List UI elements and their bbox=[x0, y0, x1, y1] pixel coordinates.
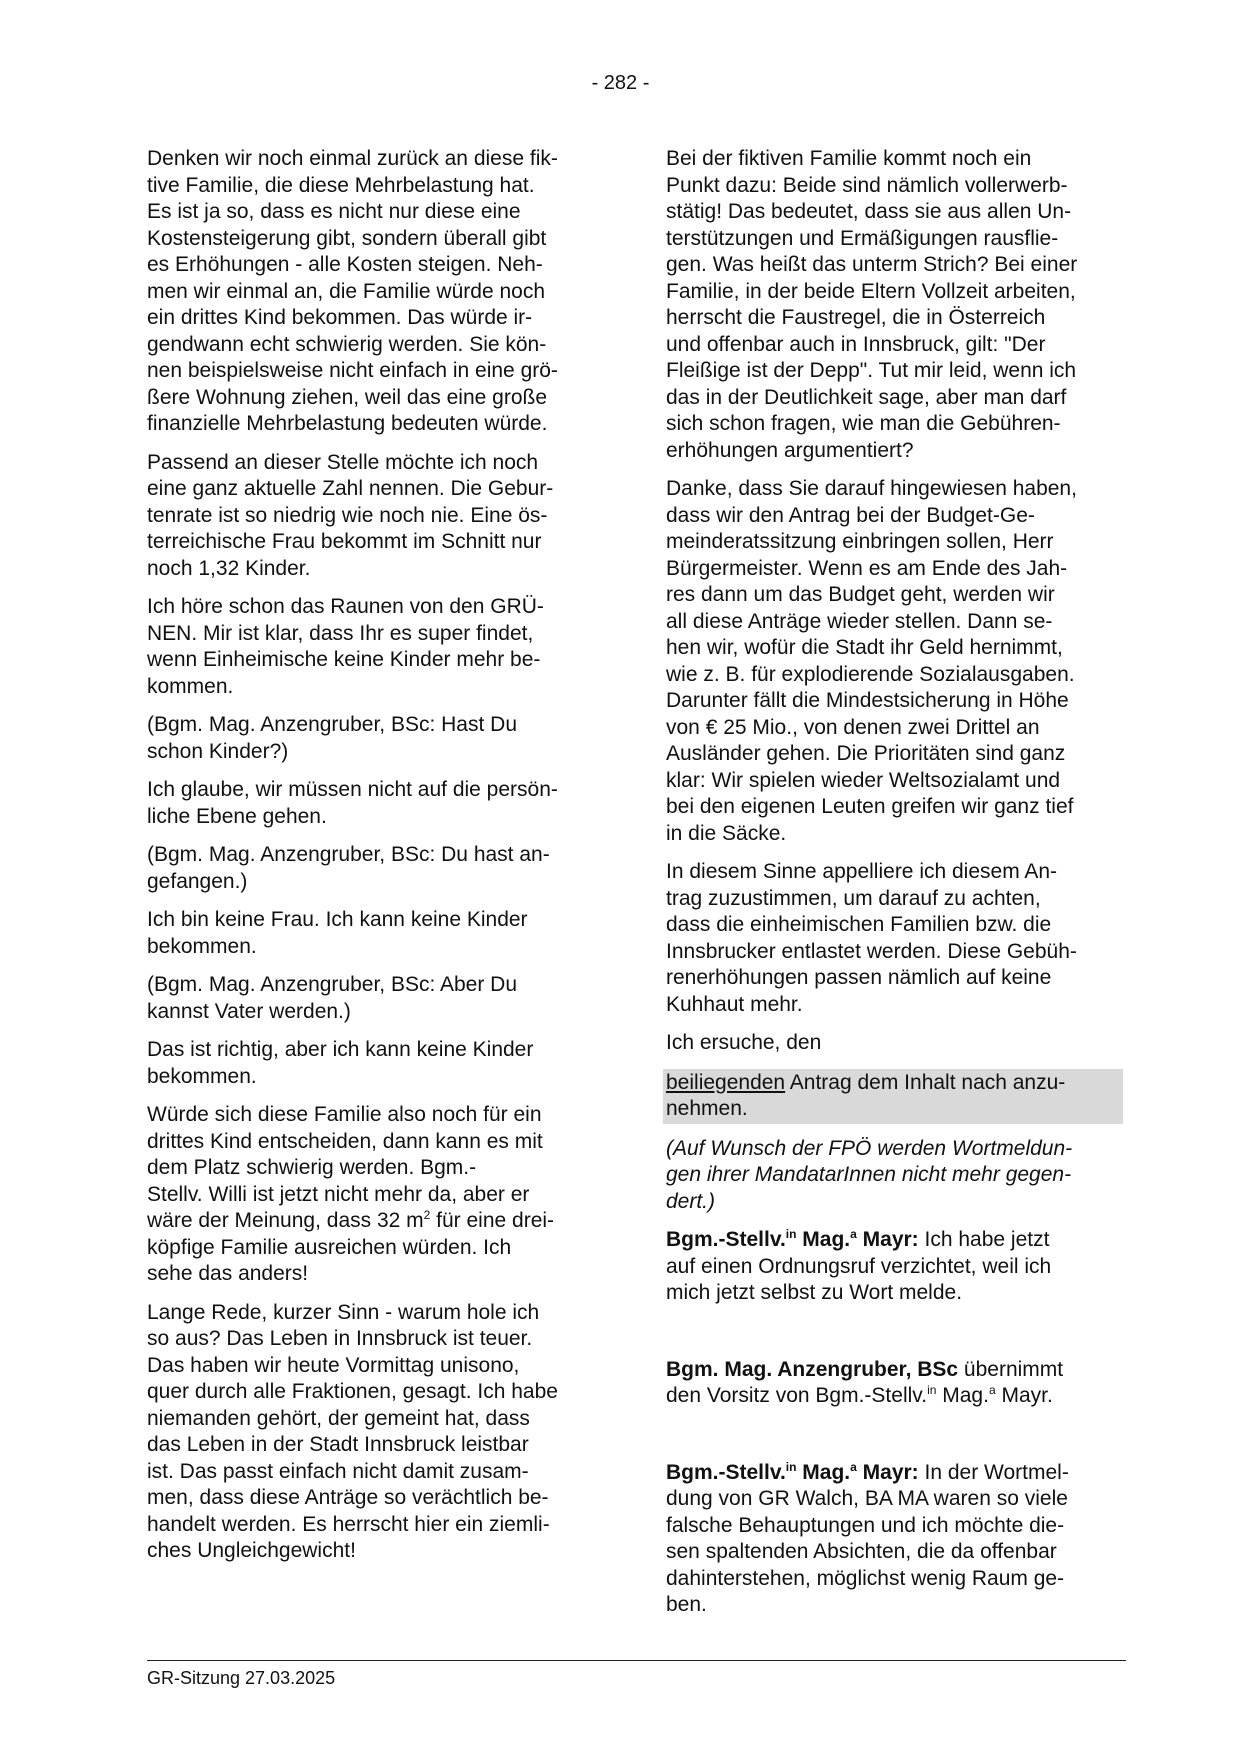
paragraph: Lange Rede, kurzer Sinn - warum hole ich so aus? Das Leben in Innsbruck ist teuer. Das haben wir heute Vormittag unisono, quer durch alle Fraktionen, gesagt. Ich habe niemanden gehört, der gemeint hat, dass das Leben in der Stadt Innsbruck leistbar ist. Das passt einfach nicht damit zusam- men, dass diese Anträge so verächtlich be- handelt werden. Es herrscht hier ein ziemli- ches Ungleichgewicht! bbox=[147, 1300, 558, 1562]
paragraph bbox=[147, 1102, 597, 1288]
underlined-word: beiliegenden bbox=[666, 1070, 786, 1094]
left-column bbox=[147, 146, 597, 1577]
paragraph: Denken wir noch einmal zurück an diese fik- tive Familie, die diese Mehrbelastung hat. Es ist ja so, dass es nicht nur diese eine Kostensteigerung gibt, sondern überall gibt es Erhöhungen - alle Kosten steigen. Neh- men wir einmal an, die Familie würde noch ein drittes Kind bekommen. Das würde ir- gendwann echt schwierig werden. Sie kön- nen beispielsweise nicht einfach in eine grö- ßere Wohnung ziehen, weil das eine große finanzielle Mehrbelastung bedeuten würde. bbox=[147, 147, 558, 435]
paragraph: Ich bin keine Frau. Ich kann keine Kinder bekommen. bbox=[147, 908, 528, 958]
speech bbox=[666, 1460, 1126, 1619]
paragraph: Passend an dieser Stelle möchte ich noch eine ganz aktuelle Zahl nennen. Die Gebur- tenrate ist so niedrig wie noch nie. Eine ös- terreichische Frau bekommt im Schnitt nur noch 1,32 Kinder. bbox=[147, 450, 554, 580]
paragraph: Ich glaube, wir müssen nicht auf die persön- liche Ebene gehen. bbox=[147, 778, 558, 828]
text-run: Würde sich diese Familie also noch für ein drittes Kind entscheiden, dann kann es mit dem Platz schwierig werden. Bgm.- Stellv. Willi ist jetzt nicht mehr da, aber er wäre der Meinung, dass 32 m bbox=[147, 1103, 543, 1232]
paragraph: Ich höre schon das Raunen von den GRÜ- NEN. Mir ist klar, dass Ihr es super findet, wenn Einheimische keine Kinder mehr be- kommen. bbox=[147, 595, 544, 698]
paragraph: In diesem Sinne appelliere ich diesem An- trag zuzustimmen, um darauf zu achten, dass die einheimischen Familien bzw. die Innsbrucker entlastet werden. Diese Gebüh- renerhöhungen passen nämlich auf keine Kuhhaut mehr. bbox=[666, 860, 1077, 1016]
highlighted-motion bbox=[663, 1069, 1123, 1124]
interjection: (Bgm. Mag. Anzengruber, BSc: Hast Du schon Kinder?) bbox=[147, 713, 518, 763]
paragraph: Ich ersuche, den bbox=[666, 1031, 822, 1054]
italic-note: (Auf Wunsch der FPÖ werden Wortmeldun- gen ihrer MandatarInnen nicht mehr gegen- dert.) bbox=[666, 1136, 1073, 1213]
speech-text: In der Wortmel- dung von GR Walch, BA MA waren so viele falsche Behauptungen und ich möchte die- sen spaltenden Absichten, die da offenbar dahinterstehen, möglichst wenig Raum ge- ben. bbox=[666, 1460, 1069, 1616]
right-column bbox=[666, 146, 1126, 1631]
text-run: für eine drei- köpfige Familie ausreichen würden. Ich sehe das anders! bbox=[147, 1209, 555, 1285]
superscript: 2 bbox=[423, 1208, 431, 1222]
speech bbox=[666, 1227, 1126, 1307]
paragraph: Das ist richtig, aber ich kann keine Kinder bekommen. bbox=[147, 1038, 534, 1088]
interjection: (Bgm. Mag. Anzengruber, BSc: Aber Du kannst Vater werden.) bbox=[147, 973, 518, 1023]
paragraph: Danke, dass Sie darauf hingewiesen haben, dass wir den Antrag bei der Budget-Ge- meinderatssitzung einbringen sollen, Herr Bürgermeister. Wenn es am Ende des Jah- res dann um das Budget geht, werden wir all diese Anträge wieder stellen. Dann se- hen wir, wofür die Stadt ihr Geld hernimmt, wie z. B. für explodierende Sozialausgaben. Darunter fällt die Mindestsicherung in Höhe von € 25 Mio., von denen zwei Drittel an Ausländer gehen. Die Prioritäten sind ganz klar: Wir spielen wieder Weltsozialamt und bei den eigenen Leuten greifen wir ganz tief in die Säcke. bbox=[666, 477, 1077, 845]
page-number: - 282 - bbox=[591, 72, 650, 94]
footer-session-date: GR-Sitzung 27.03.2025 bbox=[147, 1668, 336, 1688]
speaker-name: Bgm.-Stellv.$^{in}$ Mag.$^a$ Mayr: bbox=[666, 1227, 919, 1251]
speech-text: Ich habe jetzt auf einen Ordnungsruf verzichtet, weil ich mich jetzt selbst zu Wort melde. bbox=[666, 1228, 1052, 1304]
interjection: (Bgm. Mag. Anzengruber, BSc: Du hast an- gefangen.) bbox=[147, 843, 550, 893]
chair-change: Bgm. Mag. Anzengruber, BSc übernimmt den Vorsitz von Bgm.-Stellv.$^{in}$ Mag.$^a$ Mayr. bbox=[666, 1357, 1064, 1407]
speaker-name: Bgm. Mag. Anzengruber, BSc bbox=[666, 1357, 959, 1381]
speaker-name: Bgm.-Stellv.$^{in}$ Mag.$^a$ Mayr: bbox=[666, 1459, 919, 1484]
text-run: Antrag dem Inhalt nach anzu- nehmen. bbox=[666, 1070, 1066, 1120]
footer-divider bbox=[147, 1660, 1126, 1661]
paragraph: Bei der fiktiven Familie kommt noch ein Punkt dazu: Beide sind nämlich vollerwerb- stätig! Das bedeutet, dass sie aus allen Un- terstützungen und Ermäßigungen rausflie- gen. Was heißt das unterm Strich? Bei einer Familie, in der beide Eltern Vollzeit arbeiten, herrscht die Faustregel, die in Österreich und offenbar auch in Innsbruck, gilt: "Der Fleißige ist der Depp". Tut mir leid, wenn ich das in der Deutlichkeit sage, aber man darf sich schon fragen, wie man die Gebühren- erhöhungen argumentiert? bbox=[666, 147, 1078, 462]
